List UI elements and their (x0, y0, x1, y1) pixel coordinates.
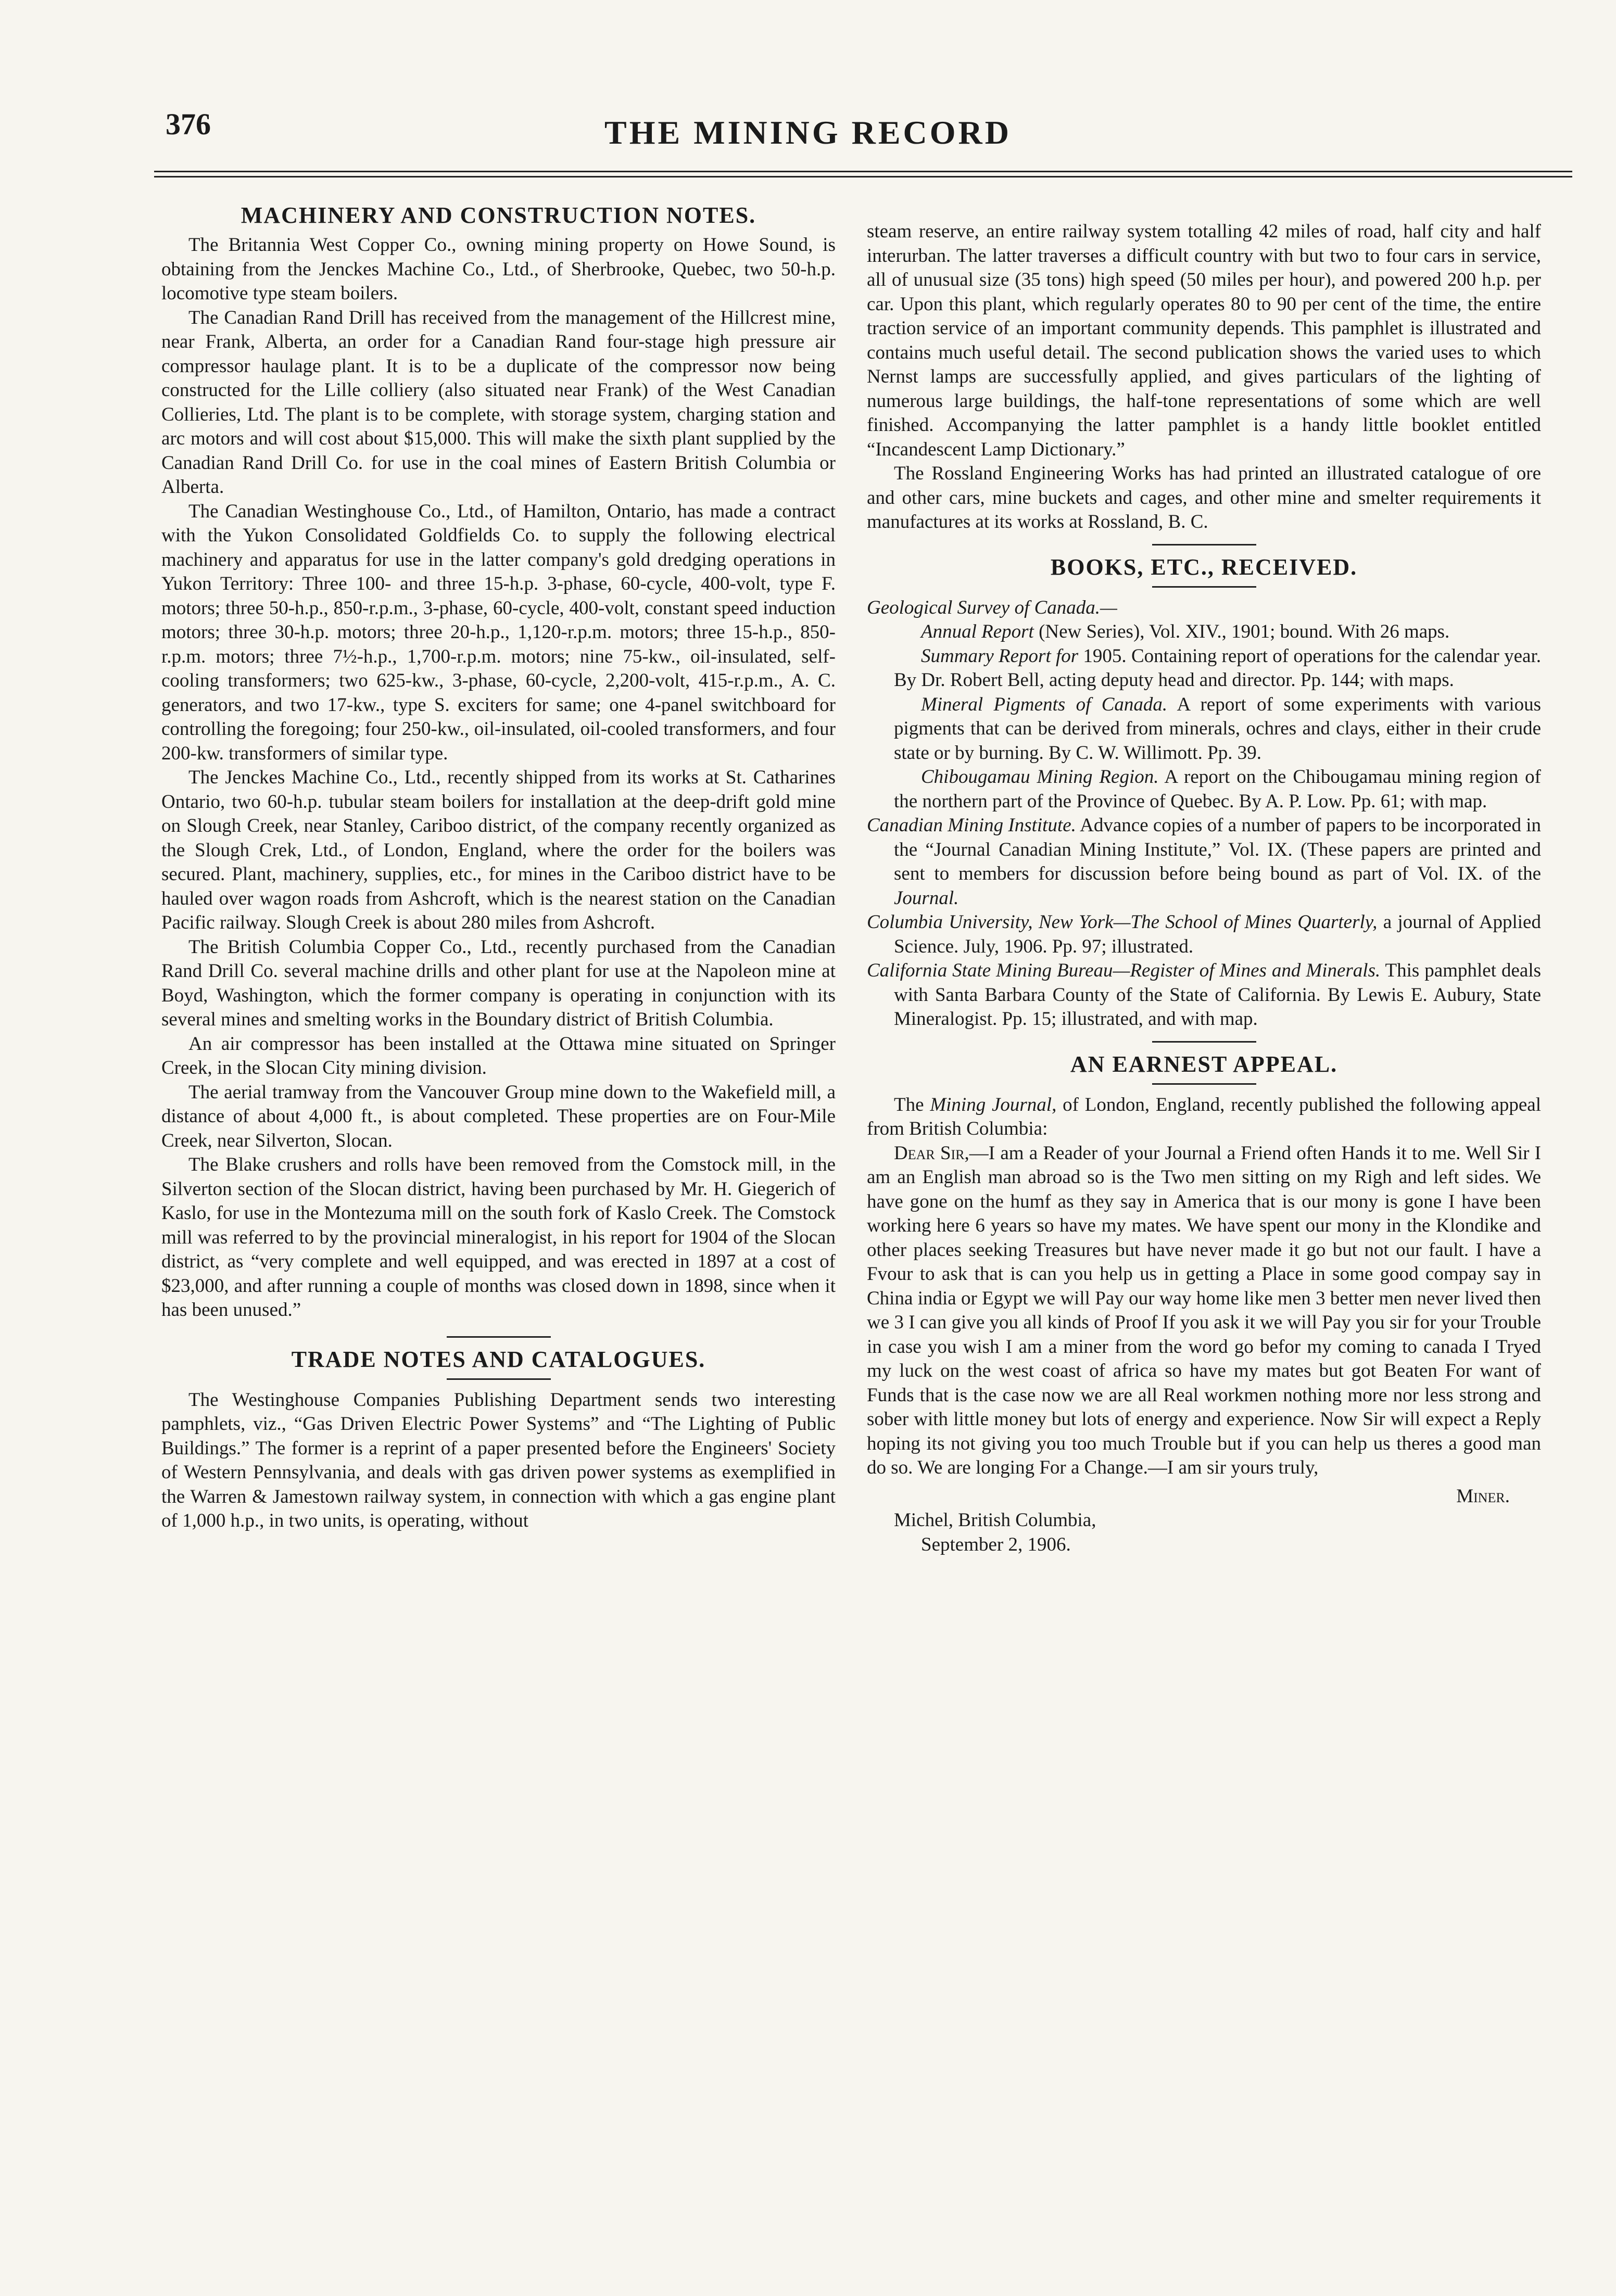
machinery-paragraph: The Canadian Westinghouse Co., Ltd., of Hamilton, Ontario, has made a contract with the Yukon Consolidated Goldfields Co. to supply the following electrical machinery and apparatus for use in the latter company's gold dredging operations in Yukon Territory: Three 100- and three 15-h.p. 3-phase, 60-cycle, 400-volt, type F. motors; three 50-h.p., 850-r.p.m., 3-phase, 60-cycle, 400-volt, constant speed induction motors; three 30-h.p. motors; three 20-h.p., 1,120-r.p.m. motors; three 15-h.p., 850-r.p.m. motors; three 7½-h.p., 1,700-r.p.m. motors; nine 75-kw., oil-insulated, self-cooling transformers; two 625-kw., 3-phase, 60-cycle, 2,200-volt, 415-r.p.m., A. C. generators, and two 17-kw., type S. exciters for same; one 4-panel switchboard for controlling the foregoing; four 250-kw., oil-insulated, oil-cooled transformers, and four 200-kw. transformers of similar type. (161, 500, 836, 764)
machinery-paragraph: The Britannia West Copper Co., owning mining property on Howe Sound, is obtaining from the Jenckes Machine Co., Ltd., of Sherbrooke, Quebec, two 50-h.p. locomotive type steam boilers. (161, 234, 836, 304)
machinery-paragraph: An air compressor has been installed at the Ottawa mine situated on Springer Creek, in the Slocan City mining division. (161, 1033, 836, 1079)
dateline-date: September 2, 1906. (921, 1533, 1071, 1555)
trade-paragraph-continued: steam reserve, an entire railway system totalling 42 miles of road, half city and half interurban. The latter traverses a difficult country with but two to four cars in service, all of unusual size (35 tons) high speed (50 miles per hour), and powered 200 h.p. per car. Upon this plant, which regularly operates 80 to 90 per cent of the time, the entire traction service of an important community depends. This pamphlet is illustrated and contains much useful detail. The second publication shows the varied uses to which Nernst lamps are successfully applied, and gives particulars of the lighting of numerous large buildings, the half-tone representations of some which are well finished. Accompanying the latter pamphlet is a handy little booklet entitled “Incandescent Lamp Dictionary.” (867, 221, 1541, 460)
section-heading-machinery: MACHINERY AND CONSTRUCTION NOTES. (241, 202, 756, 228)
letter-signature: Miner. (1456, 1485, 1510, 1507)
book-detail: (New Series), Vol. XIV., 1901; bound. With 26 maps. (1033, 621, 1450, 642)
section-heading-books: BOOKS, ETC., RECEIVED. (1050, 554, 1358, 580)
letter-body: —I am a Reader of your Journal a Friend often Hands it to me. Well Sir I am an English man abroad so is the Two men sitting on my Righ and left sides. We have gone on the humf as they say in America that is our mony is gone I have been working here 6 years so have my mates. We have spent our mony in the Klondike and other places seeking Treasures but have never made it go but not our fault. I have a Fvour to ask that is can you help us in getting a Place in some good compay say in China india or Egypt we will Pay our way home like men 3 better men never lived then we 3 I can give you all kinds of Proof If you ask it we will Pay you sir for your Trouble in case you wish I am a miner from the word go befor my coming to canada I Tryed my luck on the west coast of africa so have my mates but got Beaten For want of Funds that is the case now we are all Real workmen nothing more nor less strong and sober with little money but lots of energy and experience. Now Sir will expect a Reply hoping its not giving you too much Trouble but if you can help us theres a good man do so. We are longing For a Change.—I am sir yours truly, (867, 1142, 1541, 1478)
left-column (161, 202, 836, 1533)
machinery-paragraph: The Canadian Rand Drill has received from the management of the Hillcrest mine, near Frank, Alberta, an order for a Canadian Rand four-stage high pressure air compressor haulage plant. It is to be a duplicate of the compressor now being constructed for the Lille colliery (also situated near Frank) of the West Canadian Collieries, Ltd. The plant is to be complete, with storage system, charging station and arc motors and will cost about $15,000. This will make the sixth plant supplied by the Canadian Rand Drill Co. for use in the coal mines of Eastern British Columbia or Alberta. (161, 307, 836, 498)
book-detail: This pamphlet deals with Santa Barbara County of the State of California. By Lewis E. Aubury, State Mineralogist. Pp. 15; illustrated, and with map. (894, 960, 1541, 1030)
appeal-letter (867, 1141, 1541, 1480)
machinery-paragraph: The Jenckes Machine Co., Ltd., recently shipped from its works at St. Catharines Ontario, two 60-h.p. tubular steam boilers for installation at the deep-drift gold mine on Slough Creek, near Stanley, Cariboo district, of the company recently organized as the Slough Crek, Ltd., of London, England, where the order for the boilers was secured. Plant, machinery, supplies, etc., for mines in the Cariboo district have to be hauled over wagon roads from Ashcroft, which is the nearest station on the Canadian Pacific railway. Slough Creek is about 280 miles from Ashcroft. (161, 767, 836, 933)
book-title: Chibougamau Mining Region. (921, 766, 1159, 788)
letter-dateline (867, 1508, 1541, 1557)
machinery-paragraph: The British Columbia Copper Co., Ltd., recently purchased from the Canadian Rand Drill Co. several machine drills and other plant for use at the Napoleon mine at Boyd, Washington, which the former company is operating in conjunction with its several mines and smelting works in the Boundary district of British Columbia. (161, 936, 836, 1030)
book-entry-mineral-pigments (867, 693, 1541, 766)
trade-section (161, 1346, 836, 1533)
book-detail: 1905. Containing report of operations for the calendar year. By Dr. Robert Bell, acting deputy head and director. Pp. 144; with maps. (894, 645, 1541, 691)
appeal-section (867, 1051, 1541, 1557)
book-title: Summary Report for (921, 645, 1079, 667)
book-entry-chibougamau (867, 765, 1541, 814)
section-divider (447, 1336, 551, 1338)
book-title: Columbia University, New York—The School of Mines Quarterly, (867, 911, 1378, 933)
book-title: Mineral Pigments of Canada. (921, 693, 1168, 715)
header-rule-bottom (154, 176, 1572, 177)
book-entry-summary-report (867, 644, 1541, 693)
section-divider (1152, 586, 1256, 588)
letter-salutation: Dear Sir, (894, 1142, 969, 1164)
intro-text: of London, England, recently published the following appeal from British Columbia: (867, 1094, 1542, 1139)
journal-reference: Journal. (894, 887, 959, 909)
book-entry-columbia (867, 910, 1541, 959)
header-rule-top (154, 171, 1572, 172)
books-section (867, 554, 1541, 1043)
section-divider (1152, 1083, 1256, 1085)
machinery-section (161, 202, 836, 1338)
journal-name: Mining Journal, (930, 1094, 1057, 1115)
section-divider (447, 1378, 551, 1380)
book-entry-california (867, 959, 1541, 1032)
section-divider (1152, 1041, 1256, 1043)
book-title: Canadian Mining Institute. (867, 815, 1076, 836)
machinery-paragraph: The Blake crushers and rolls have been removed from the Comstock mill, in the Silverton section of the Slocan district, having been purchased by Mr. H. Giegerich of Kaslo, for use in the Montezuma mill on the south fork of Kaslo Creek. The Comstock mill was referred to by the provincial mineralogist, in his report for 1904 of the Slocan district, as “very complete and well equipped, and was erected in 1897 at a cost of $23,000, and after running a couple of months was closed down in 1898, since when it has been unused.” (161, 1154, 836, 1321)
book-title: California State Mining Bureau—Register of Mines and Minerals. (867, 960, 1381, 981)
gsc-label: Geological Survey of Canada.— (867, 597, 1117, 618)
book-title: Annual Report (921, 621, 1034, 642)
book-entry-annual-report (867, 620, 1541, 644)
machinery-paragraph: The aerial tramway from the Vancouver Group mine down to the Wakefield mill, a distance of about 4,000 ft., is about completed. These properties are on Four-Mile Creek, near Silverton, Slocan. (161, 1081, 836, 1151)
dateline-place: Michel, British Columbia, (894, 1509, 1096, 1531)
book-detail: a journal of Applied Science. July, 1906. Pp. 97; illustrated. (894, 911, 1541, 957)
book-entry-cmi (867, 814, 1541, 910)
intro-text: The (894, 1094, 930, 1115)
section-divider (1152, 544, 1256, 546)
page-number: 376 (166, 107, 211, 141)
journal-title: THE MINING RECORD (604, 114, 1012, 151)
section-heading-trade: TRADE NOTES AND CATALOGUES. (291, 1346, 706, 1372)
book-detail: Advance copies of a number of papers to be incorporated in the “Journal Canadian Mining Institute,” Vol. IX. (These papers are printed and sent to members for discussion before being bound as part of Vol. IX. of the (894, 815, 1541, 884)
trade-paragraph: The Rossland Engineering Works has had printed an illustrated catalogue of ore and other cars, mine buckets and cages, and other mine and smelter requirements it manufactures at its works at Rossland, B. C. (867, 463, 1541, 532)
right-column (867, 220, 1541, 1557)
appeal-intro (867, 1093, 1541, 1141)
trade-paragraph: The Westinghouse Companies Publishing Department sends two interesting pamphlets, viz., “Gas Driven Electric Power Systems” and “The Lighting of Public Buildings.” The former is a reprint of a paper presented before the Engineers' Society of Western Pennsylvania, and deals with gas driven power systems as exemplified in the Warren & Jamestown railway system, in connection with which a gas engine plant of 1,000 h.p., in two units, is operating, without (161, 1389, 836, 1531)
book-detail: A report of some experiments with various pigments that can be derived from minerals, ochres and clays, either in their crude state or by burning. By C. W. Willimott. Pp. 39. (894, 693, 1541, 764)
section-heading-appeal: AN EARNEST APPEAL. (1070, 1051, 1338, 1077)
book-detail: A report on the Chibougamau mining region of the northern part of the Province of Quebec. By A. P. Low. Pp. 61; with map. (894, 766, 1541, 812)
